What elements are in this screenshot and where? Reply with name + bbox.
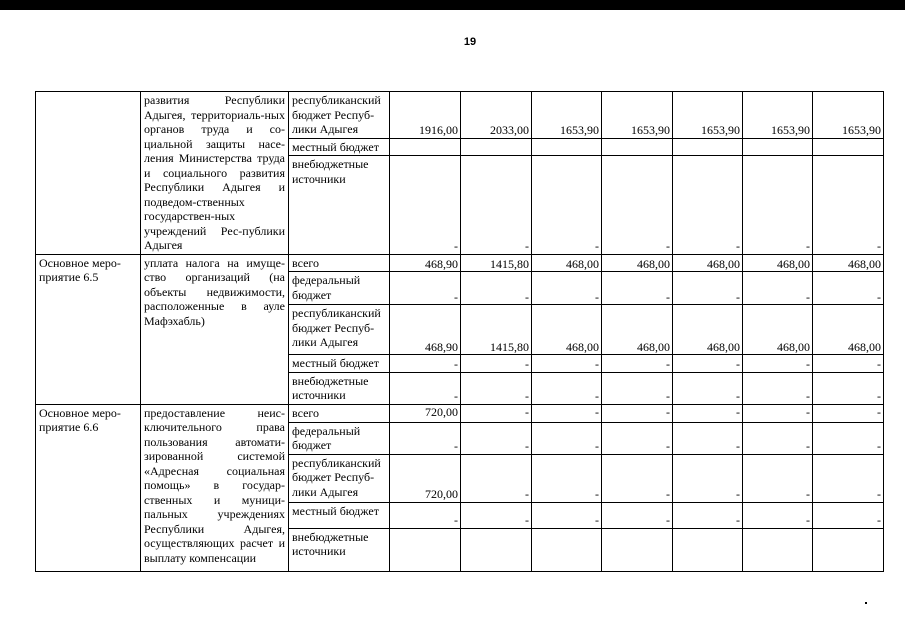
value-cell — [673, 138, 743, 156]
funding-source-cell: внебюджетные источники — [289, 528, 390, 571]
value-cell: - — [390, 355, 461, 373]
value-cell: - — [602, 422, 673, 454]
value-cell: - — [602, 454, 673, 502]
value-cell: - — [461, 454, 532, 502]
value-cell: 468,00 — [743, 305, 813, 355]
value-cell — [461, 138, 532, 156]
value-cell: - — [390, 272, 461, 305]
value-cell: - — [532, 404, 602, 422]
value-cell: - — [743, 372, 813, 404]
value-cell: - — [532, 454, 602, 502]
value-cell: 468,90 — [390, 305, 461, 355]
value-cell: - — [813, 502, 884, 528]
value-cell: - — [461, 372, 532, 404]
value-cell: 1653,90 — [602, 92, 673, 139]
value-cell: - — [813, 156, 884, 254]
value-cell: - — [602, 156, 673, 254]
value-cell: - — [673, 422, 743, 454]
description-cell: развития Республики Адыгея, территориаль-ных органов труда и со-циальной защиты насе-ления Министерства труда и социального развития Республики Адыгея и подведом-ственных государствен-ных учреждений Рес-публики Адыгея — [141, 92, 289, 255]
measure-cell — [36, 92, 141, 255]
value-cell: 1415,80 — [461, 254, 532, 272]
value-cell — [743, 138, 813, 156]
value-cell: - — [532, 422, 602, 454]
value-cell: - — [602, 355, 673, 373]
value-cell: - — [532, 156, 602, 254]
funding-source-cell: всего — [289, 254, 390, 272]
value-cell — [602, 528, 673, 571]
funding-source-cell: местный бюджет — [289, 355, 390, 373]
table-row — [36, 92, 884, 139]
value-cell: - — [390, 372, 461, 404]
value-cell: - — [743, 454, 813, 502]
funding-source-cell: федеральный бюджет — [289, 272, 390, 305]
value-cell: - — [673, 502, 743, 528]
value-cell — [813, 138, 884, 156]
value-cell: - — [532, 502, 602, 528]
value-cell: 468,00 — [602, 305, 673, 355]
value-cell: - — [532, 355, 602, 373]
value-cell: - — [743, 422, 813, 454]
value-cell: 720,00 — [390, 404, 461, 422]
value-cell: 1415,80 — [461, 305, 532, 355]
value-cell: - — [461, 355, 532, 373]
value-cell: 468,00 — [813, 305, 884, 355]
value-cell — [532, 528, 602, 571]
value-cell: - — [673, 355, 743, 373]
value-cell — [743, 528, 813, 571]
value-cell: - — [602, 372, 673, 404]
value-cell: 1653,90 — [813, 92, 884, 139]
measure-cell: Основное меро-приятие 6.5 — [36, 254, 141, 404]
value-cell: 1916,00 — [390, 92, 461, 139]
value-cell: - — [602, 272, 673, 305]
value-cell: - — [813, 372, 884, 404]
value-cell: 468,00 — [602, 254, 673, 272]
value-cell — [390, 528, 461, 571]
value-cell: - — [673, 156, 743, 254]
value-cell — [813, 528, 884, 571]
value-cell: - — [532, 372, 602, 404]
table-row — [36, 404, 884, 422]
funding-source-cell: республиканский бюджет Респуб-лики Адыгея — [289, 454, 390, 502]
funding-source-cell: местный бюджет — [289, 502, 390, 528]
value-cell: - — [461, 272, 532, 305]
value-cell — [461, 528, 532, 571]
value-cell: - — [390, 422, 461, 454]
value-cell: - — [602, 502, 673, 528]
value-cell: - — [532, 272, 602, 305]
value-cell: - — [743, 355, 813, 373]
value-cell: - — [743, 404, 813, 422]
value-cell: - — [813, 422, 884, 454]
budget-table — [35, 91, 884, 572]
value-cell: - — [461, 156, 532, 254]
value-cell: - — [743, 156, 813, 254]
value-cell: 1653,90 — [532, 92, 602, 139]
value-cell: - — [673, 454, 743, 502]
scan-speck — [865, 602, 867, 604]
value-cell — [532, 138, 602, 156]
value-cell: - — [743, 502, 813, 528]
value-cell — [602, 138, 673, 156]
value-cell: - — [743, 272, 813, 305]
value-cell: - — [673, 372, 743, 404]
value-cell: 468,90 — [390, 254, 461, 272]
measure-cell: Основное меро-приятие 6.6 — [36, 404, 141, 571]
funding-source-cell: всего — [289, 404, 390, 422]
value-cell: 720,00 — [390, 454, 461, 502]
value-cell: 1653,90 — [743, 92, 813, 139]
value-cell: - — [602, 404, 673, 422]
scan-top-border — [0, 0, 905, 10]
value-cell: 468,00 — [532, 305, 602, 355]
value-cell: - — [461, 404, 532, 422]
value-cell: - — [673, 404, 743, 422]
budget-table-body — [36, 92, 884, 572]
value-cell: 468,00 — [673, 254, 743, 272]
value-cell: - — [813, 454, 884, 502]
funding-source-cell: республиканский бюджет Респуб-лики Адыгея — [289, 92, 390, 139]
value-cell: 1653,90 — [673, 92, 743, 139]
value-cell: 468,00 — [673, 305, 743, 355]
value-cell: - — [461, 502, 532, 528]
table-row — [36, 254, 884, 272]
value-cell: 468,00 — [532, 254, 602, 272]
value-cell: 468,00 — [743, 254, 813, 272]
value-cell: - — [390, 156, 461, 254]
page-number: 19 — [463, 36, 477, 48]
description-cell: предоставление неис-ключительного права пользования автомати-зированной системой «Адресная социальная помощь» в государ-ственных и муници-пальных учреждениях Республики Адыгея, осуществляющих расчет и выплату компенсации — [141, 404, 289, 571]
funding-source-cell: внебюджетные источники — [289, 372, 390, 404]
value-cell — [673, 528, 743, 571]
value-cell: - — [673, 272, 743, 305]
value-cell: - — [813, 272, 884, 305]
value-cell: 2033,00 — [461, 92, 532, 139]
value-cell: - — [813, 355, 884, 373]
funding-source-cell: местный бюджет — [289, 138, 390, 156]
funding-source-cell: федеральный бюджет — [289, 422, 390, 454]
description-cell: уплата налога на имуще-ство организаций (на объекты недвижимости, расположенные в ауле Мафэхабль) — [141, 254, 289, 404]
funding-source-cell: внебюджетные источники — [289, 156, 390, 254]
value-cell: 468,00 — [813, 254, 884, 272]
funding-source-cell: республиканский бюджет Респуб-лики Адыгея — [289, 305, 390, 355]
value-cell — [390, 138, 461, 156]
value-cell: - — [461, 422, 532, 454]
value-cell: - — [813, 404, 884, 422]
value-cell: - — [390, 502, 461, 528]
